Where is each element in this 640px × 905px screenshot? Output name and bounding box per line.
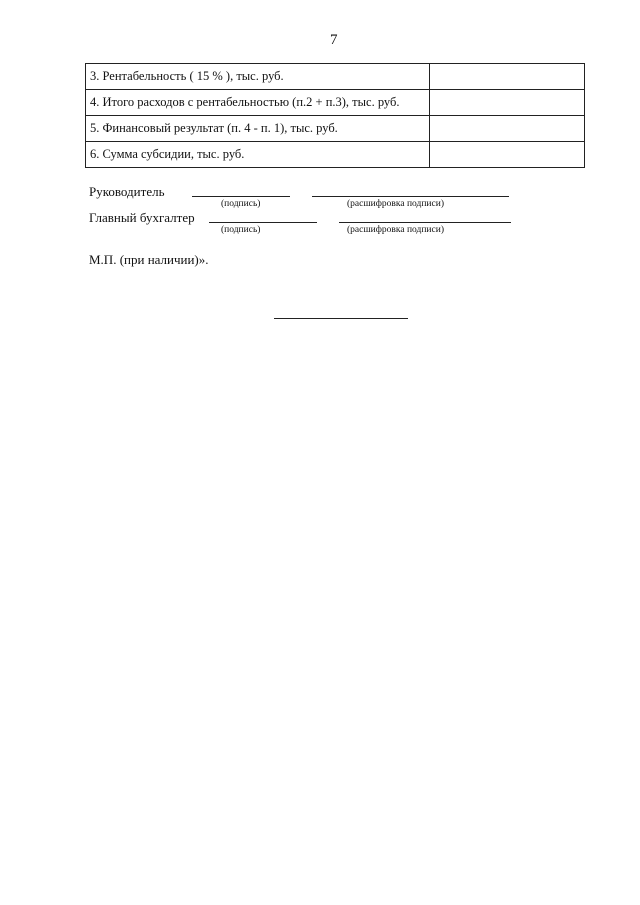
accountant-decoding-hint: (расшифровка подписи) — [347, 225, 444, 235]
table-row — [86, 64, 585, 90]
stamp-note: М.П. (при наличии)». — [89, 252, 209, 267]
accountant-signature-line — [209, 222, 317, 223]
calculation-table — [85, 63, 585, 168]
end-separator — [274, 318, 408, 319]
head-decoding-hint: (расшифровка подписи) — [347, 199, 444, 209]
table-row — [86, 90, 585, 116]
head-signature-line — [192, 196, 290, 197]
row-value — [430, 64, 585, 90]
table-row — [86, 142, 585, 168]
accountant-decoding-line — [339, 222, 511, 223]
accountant-label: Главный бухгалтер — [89, 210, 195, 225]
table-row — [86, 116, 585, 142]
head-signature-hint: (подпись) — [221, 199, 261, 209]
row-label: 3. Рентабельность ( 15 % ), тыс. руб. — [86, 64, 430, 90]
row-value — [430, 116, 585, 142]
page-number: 7 — [330, 32, 338, 48]
row-label: 6. Сумма субсидии, тыс. руб. — [86, 142, 430, 168]
head-decoding-line — [312, 196, 509, 197]
head-label: Руководитель — [89, 184, 165, 199]
row-label: 5. Финансовый результат (п. 4 - п. 1), тыс. руб. — [86, 116, 430, 142]
accountant-signature-hint: (подпись) — [221, 225, 261, 235]
row-value — [430, 90, 585, 116]
row-value — [430, 142, 585, 168]
row-label: 4. Итого расходов с рентабельностью (п.2 + п.3), тыс. руб. — [86, 90, 430, 116]
